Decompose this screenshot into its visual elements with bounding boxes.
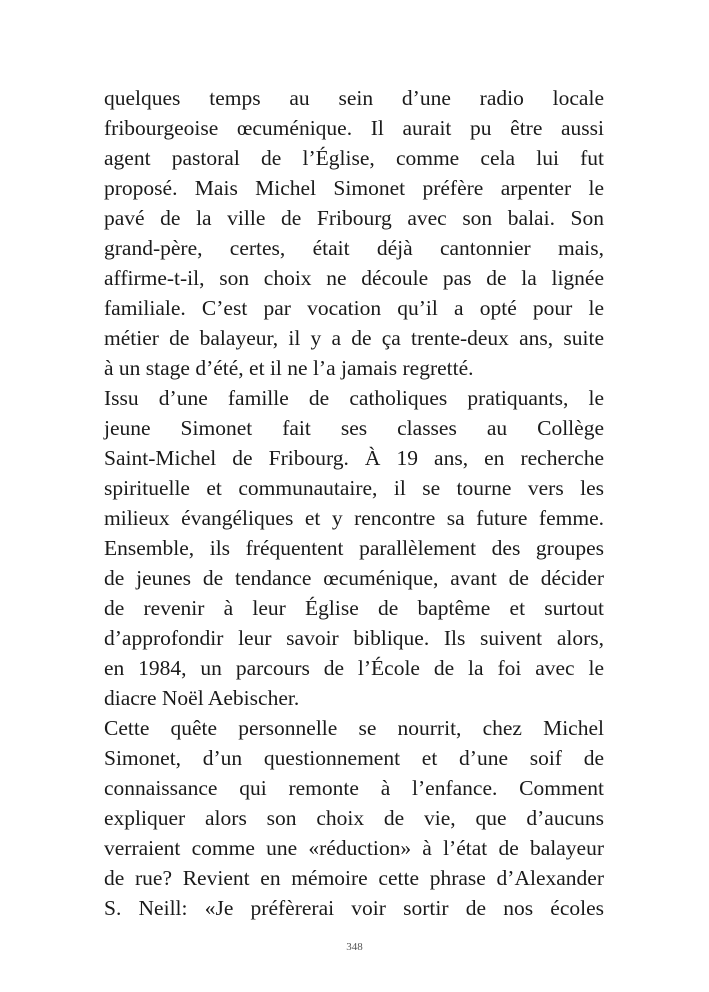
text-line: affirme-t-il, son choix ne découle pas de la lignée [104, 266, 604, 290]
paragraph-2 [104, 383, 604, 713]
text-line: Issu d’une famille de catholiques pratiquants, le [104, 386, 604, 410]
text-line: familiale. C’est par vocation qu’il a opté pour le [104, 296, 604, 320]
text-line: verraient comme une «réduction» à l’état de balayeur [104, 836, 604, 860]
text-line: métier de balayeur, il y a de ça trente-deux ans, suite [104, 326, 604, 350]
text-line: jeune Simonet fait ses classes au Collège [104, 416, 604, 440]
text-line: S. Neill: «Je préfèrerai voir sortir de nos écoles [104, 896, 604, 920]
text-line: fribourgeoise œcuménique. Il aurait pu être aussi [104, 116, 604, 140]
text-line: Ensemble, ils fréquentent parallèlement des groupes [104, 536, 604, 560]
text-line: expliquer alors son choix de vie, que d’aucuns [104, 806, 604, 830]
text-line: grand-père, certes, était déjà cantonnier mais, [104, 236, 604, 260]
paragraph-3 [104, 713, 604, 923]
body-text [104, 83, 604, 923]
text-line: pavé de la ville de Fribourg avec son balai. Son [104, 206, 604, 230]
text-line: de rue? Revient en mémoire cette phrase d’Alexander [104, 866, 604, 890]
text-line: de revenir à leur Église de baptême et surtout [104, 596, 604, 620]
text-line: de jeunes de tendance œcuménique, avant de décider [104, 566, 604, 590]
text-line: Simonet, d’un questionnement et d’une soif de [104, 746, 604, 770]
text-line: proposé. Mais Michel Simonet préfère arpenter le [104, 176, 604, 200]
text-line: Cette quête personnelle se nourrit, chez Michel [104, 716, 604, 740]
text-line: milieux évangéliques et y rencontre sa future femme. [104, 506, 604, 530]
text-line: d’approfondir leur savoir biblique. Ils suivent alors, [104, 626, 604, 650]
text-line: à un stage d’été, et il ne l’a jamais regretté. [104, 356, 474, 380]
text-line: agent pastoral de l’Église, comme cela lui fut [104, 146, 604, 170]
text-line: Saint-Michel de Fribourg. À 19 ans, en recherche [104, 446, 604, 470]
text-line: connaissance qui remonte à l’enfance. Comment [104, 776, 604, 800]
text-line: en 1984, un parcours de l’École de la foi avec le [104, 656, 604, 680]
text-line: spirituelle et communautaire, il se tourne vers les [104, 476, 604, 500]
text-line: diacre Noël Aebischer. [104, 686, 300, 710]
paragraph-1 [104, 83, 604, 383]
page-number: 348 [346, 941, 363, 953]
text-line: quelques temps au sein d’une radio locale [104, 86, 604, 110]
